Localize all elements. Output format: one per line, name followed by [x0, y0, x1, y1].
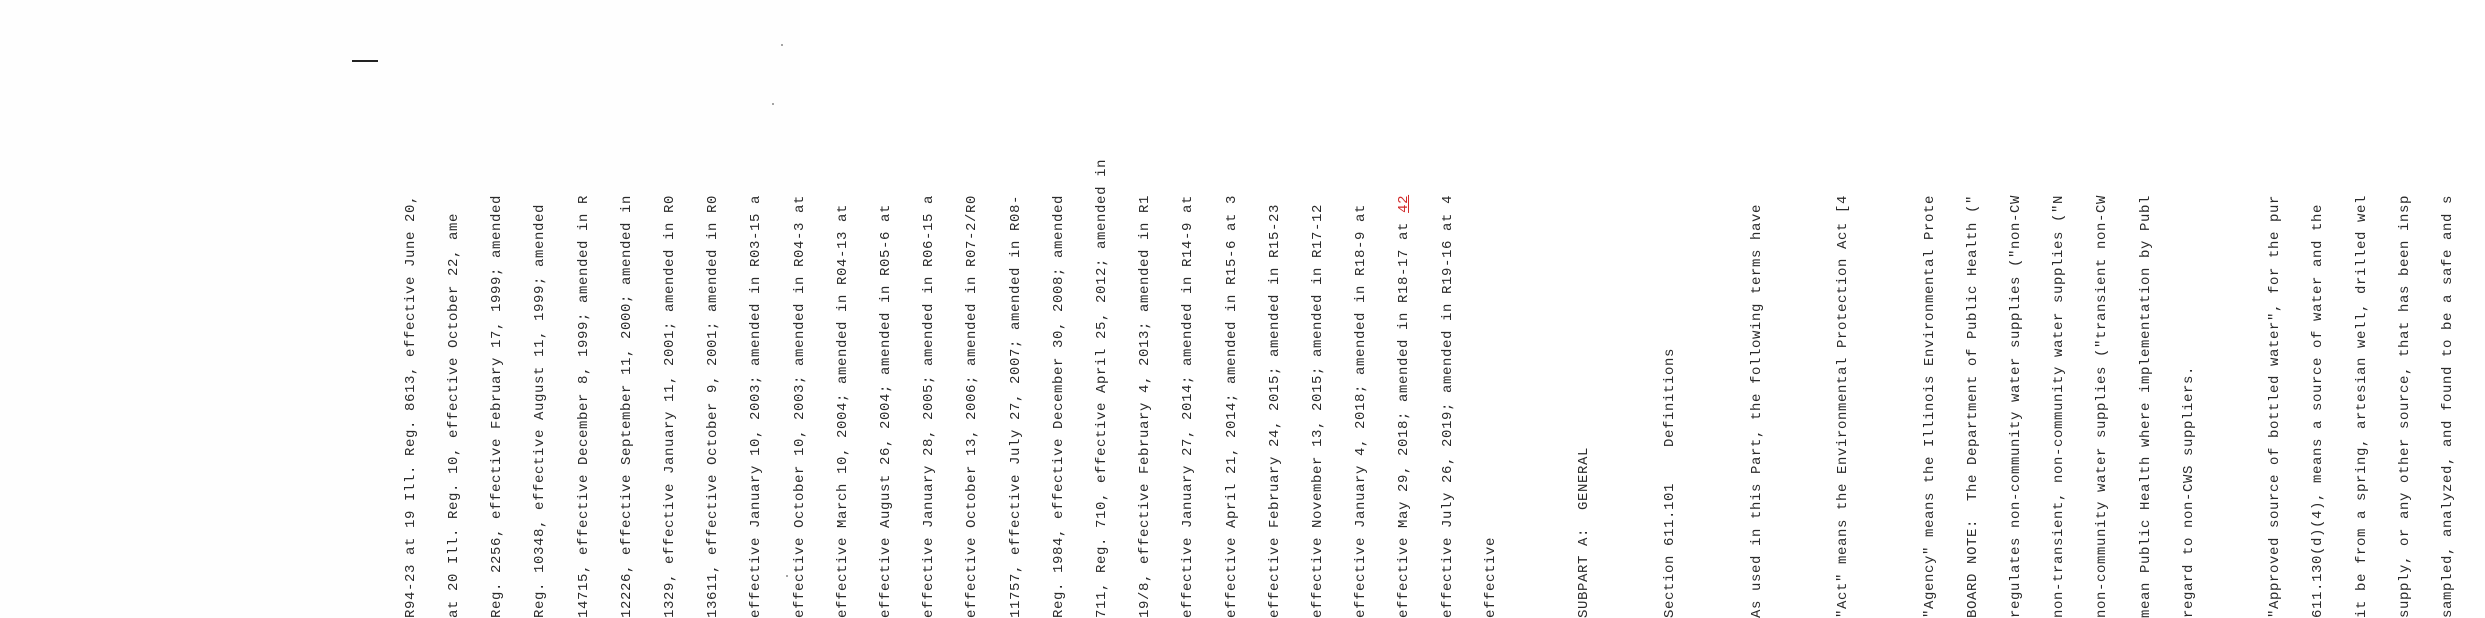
history-line: effective October 13, 2006; amended in R07-2/R0 — [964, 194, 981, 618]
history-line-text: effective May 29, 2018; amended in R18-17 at — [1396, 221, 1413, 618]
definition-act: "Act" means the Environmental Protection Act [4 — [1835, 194, 1852, 618]
definition-line: sampled, analyzed, and found to be a safe and s — [2439, 194, 2456, 618]
definition-line: it be from a spring, artesian well, drilled wel — [2353, 194, 2370, 618]
board-note-line: regard to non-CWS suppliers. — [2180, 365, 2197, 618]
history-line: R94-23 at 19 Ill. Reg. 8613, effective June 20, — [402, 194, 419, 618]
history-line: effective January 10, 2003; amended in R03-15 a — [748, 194, 765, 618]
definition-bottled-water: "Approved source of bottled water", for the pur — [2267, 194, 2284, 618]
history-line: 11757, effective July 27, 2007; amended in R08- — [1007, 194, 1024, 618]
history-line-text: effective July 26, 2019; amended in R19-16 at — [1439, 212, 1456, 618]
history-line: 1329, effective January 11, 2001; amended in R0 — [662, 194, 679, 618]
history-line-suffix: 4 — [1439, 194, 1456, 204]
amendment-marker: 42 — [1396, 194, 1413, 213]
history-line: at 20 Ill. Reg. 10, effective October 22, ame — [446, 212, 463, 618]
history-line: Reg. 2256, effective February 17, 1999; amended — [489, 194, 506, 618]
history-line: effective January 4, 2018; amended in R18-9 at — [1353, 203, 1370, 618]
history-line: 19/8, effective February 4, 2013; amended in R1 — [1137, 194, 1154, 618]
definition-agency: "Agency" means the Illinois Environmental Prote — [1921, 194, 1938, 618]
board-note-line: non-community water supplies ("transient non-CW — [2094, 194, 2111, 618]
definition-line: 611.130(d)(4), means a source of water and the — [2310, 203, 2327, 618]
rotated-text-block — [375, 18, 2484, 618]
section-heading: Section 611.101 Definitions — [1662, 347, 1679, 618]
history-line — [1441, 18, 1455, 618]
history-line: effective October 10, 2003; amended in R04-3 at — [791, 194, 808, 618]
history-final-line: effective — [1482, 536, 1499, 618]
board-note-line: BOARD NOTE: The Department of Public Health (" — [1964, 194, 1981, 618]
board-note-line: regulates non-community water supplies ("non-CW — [2007, 194, 2024, 618]
history-line: effective March 10, 2004; amended in R04-13 at — [834, 203, 851, 618]
history-line: effective August 26, 2004; amended in R05-6 at — [878, 203, 895, 618]
history-line: effective February 24, 2015; amended in R15-23 — [1266, 203, 1283, 618]
history-line: effective November 13, 2015; amended in R17-12 — [1310, 203, 1327, 618]
history-line: 14715, effective December 8, 1999; amended in R — [575, 194, 592, 618]
board-note-line: non-transient, non-community water supplies ("N — [2051, 194, 2068, 618]
history-line: Reg. 10348, effective August 11, 1999; amended — [532, 203, 549, 618]
history-line: 13611, effective October 9, 2001; amended in R0 — [705, 194, 722, 618]
definition-line: supply, or any other source, that has been insp — [2396, 194, 2413, 618]
history-line: effective January 27, 2014; amended in R14-9 at — [1180, 194, 1197, 618]
history-line: Reg. 1984, effective December 30, 2008; amended — [1050, 194, 1067, 618]
intro-text: As used in this Part, the following terms have — [1748, 203, 1765, 618]
history-line: 711, Reg. 710, effective April 25, 2012; amended in — [1094, 158, 1111, 618]
board-note-line: mean Public Health where implementation by Publ — [2137, 194, 2154, 618]
history-line — [1397, 18, 1411, 618]
subpart-title: SUBPART A: GENERAL — [1575, 446, 1592, 618]
history-line: effective April 21, 2014; amended in R15-6 at 3 — [1223, 194, 1240, 618]
history-line: effective January 28, 2005; amended in R06-15 a — [921, 194, 938, 618]
history-line: 12226, effective September 11, 2000; amended in — [618, 194, 635, 618]
